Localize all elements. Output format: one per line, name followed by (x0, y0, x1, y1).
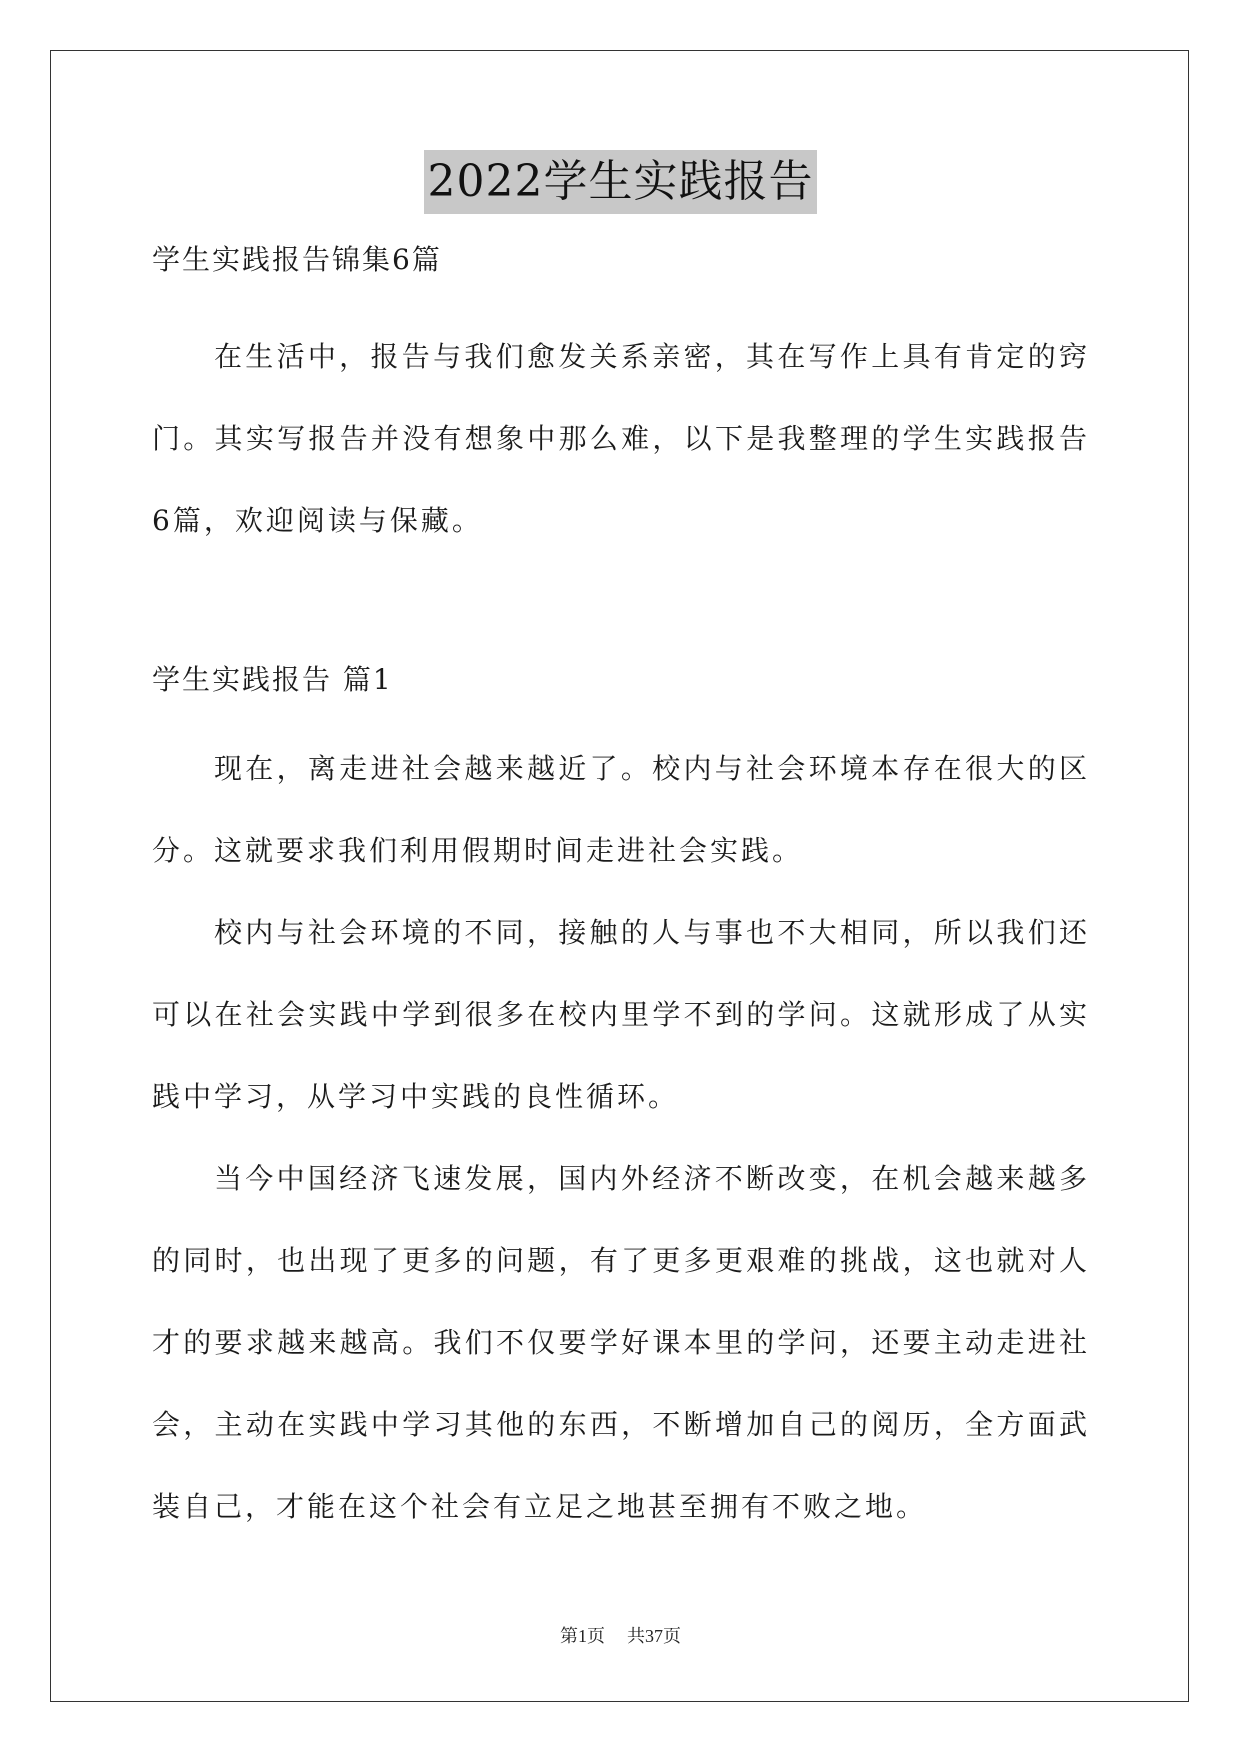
page-number: 第1页 (560, 1626, 605, 1646)
document-title: 2022学生实践报告 (424, 150, 818, 214)
section-heading: 学生实践报告 篇1 (152, 663, 393, 696)
document-subtitle: 学生实践报告锦集6篇 (152, 243, 442, 276)
document-body (152, 232, 1090, 1548)
body-paragraph: 现在，离走进社会越来越近了。校内与社会环境本存在很大的区分。这就要求我们利用假期时间走进社会实践。 (152, 752, 1090, 867)
page-total: 共37页 (627, 1626, 681, 1646)
body-paragraph: 校内与社会环境的不同，接触的人与事也不大相同，所以我们还可以在社会实践中学到很多在校内里学不到的学问。这就形成了从实践中学习，从学习中实践的良性循环。 (152, 916, 1090, 1113)
intro-paragraph: 在生活中，报告与我们愈发关系亲密，其在写作上具有肯定的窍门。其实写报告并没有想象中那么难，以下是我整理的学生实践报告6篇，欢迎阅读与保藏。 (152, 340, 1090, 537)
body-paragraph: 当今中国经济飞速发展，国内外经济不断改变，在机会越来越多的同时，也出现了更多的问题，有了更多更艰难的挑战，这也就对人才的要求越来越高。我们不仅要学好课本里的学问，还要主动走进社会，主动在实践中学习其他的东西，不断增加自己的阅历，全方面武装自己，才能在这个社会有立足之地甚至拥有不败之地。 (152, 1162, 1090, 1523)
page-footer (0, 1622, 1241, 1648)
title-container (0, 150, 1241, 214)
